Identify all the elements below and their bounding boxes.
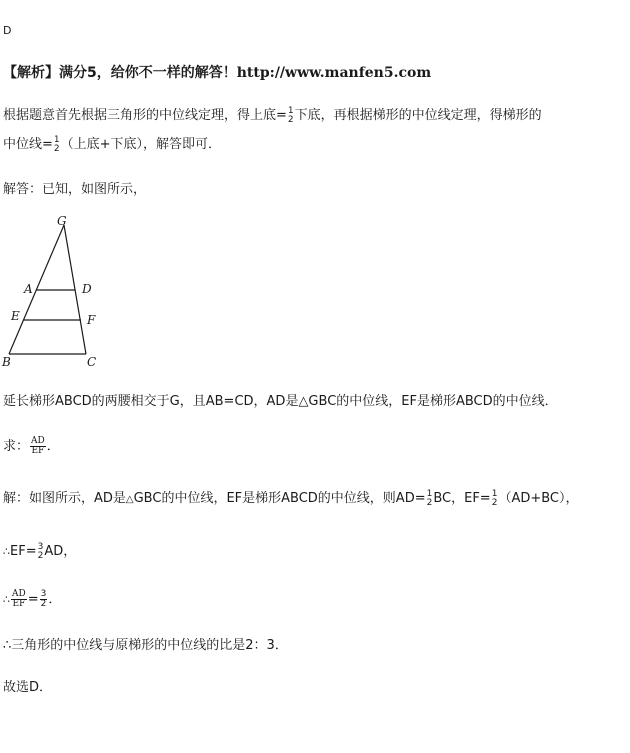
header-site: http://www.manfen5.com (236, 65, 432, 81)
label-a: A (24, 282, 33, 296)
solution-step-3 (3, 588, 61, 609)
header-bracket-open: 【 (3, 65, 17, 81)
header-label: 解析 (17, 65, 45, 81)
analysis-text: 下底，再根据梯形的中位线定理，得梯形的 (294, 108, 542, 123)
analysis-text: 中位线= (3, 137, 53, 152)
label-b: B (2, 355, 11, 369)
step-text: （AD+BC）， (498, 491, 579, 506)
fraction-ad-ef: $\frac{AD}{EF}$ (31, 436, 45, 456)
given-statement: 延长梯形ABCD的两腰相交于G，且AB=CD，AD是△GBC的中位线，EF是梯形ABCD的中位线． (3, 394, 558, 409)
solution-intro: 解答：已知，如图所示， (3, 182, 147, 197)
step-text: AD， (44, 544, 77, 559)
fraction-half: 1 2 (287, 105, 294, 125)
step-text: GBC的中位线，EF是梯形ABCD的中位线，则AD= (133, 491, 426, 506)
label-f: F (87, 313, 96, 327)
solution-step-4: ∴三角形的中位线与原梯形的中位线的比是2：3． (3, 638, 288, 653)
triangle-symbol: △ (125, 494, 134, 505)
fraction-half: 1 2 (491, 488, 498, 508)
label-e: E (11, 309, 20, 323)
step-text: BC，EF= (433, 491, 491, 506)
fraction-half: 1 2 (53, 134, 60, 154)
solution-step-1 (3, 487, 579, 508)
ask-prefix: 求： (3, 439, 30, 454)
ask-line (3, 435, 60, 456)
analysis-text: （上底+下底），解答即可． (60, 137, 222, 152)
label-g: G (57, 214, 67, 228)
analysis-line-2 (3, 133, 221, 154)
solution-step-2 (3, 540, 76, 561)
fraction-three-halves: $\frac{3}{2}$ (40, 589, 47, 609)
therefore-symbol: ∴ (3, 545, 10, 558)
header-bracket-close: 】 (45, 65, 59, 81)
step-text: EF= (10, 544, 37, 559)
header-slogan: 满分5，给你不一样的解答！ (59, 65, 237, 81)
ask-suffix: ． (46, 439, 60, 454)
analysis-text: 根据题意首先根据三角形的中位线定理，得上底= (3, 108, 287, 123)
label-d: D (82, 282, 92, 296)
label-c: C (87, 355, 97, 369)
step-text: ． (48, 592, 62, 607)
fraction-half: 1 2 (426, 488, 433, 508)
equals-sign: = (27, 592, 39, 607)
analysis-line-1 (3, 104, 542, 125)
answer-letter: D (3, 24, 12, 37)
conclusion: 故选D． (3, 680, 53, 695)
fraction-ad-ef: $\frac{AD}{EF}$ (12, 589, 26, 609)
fraction-three-halves: 3 2 (37, 541, 44, 561)
trapezoid-figure (0, 212, 130, 372)
step-text: 解：如图所示，AD是 (3, 491, 126, 506)
therefore-symbol: ∴ (3, 593, 10, 606)
analysis-header (3, 62, 431, 82)
